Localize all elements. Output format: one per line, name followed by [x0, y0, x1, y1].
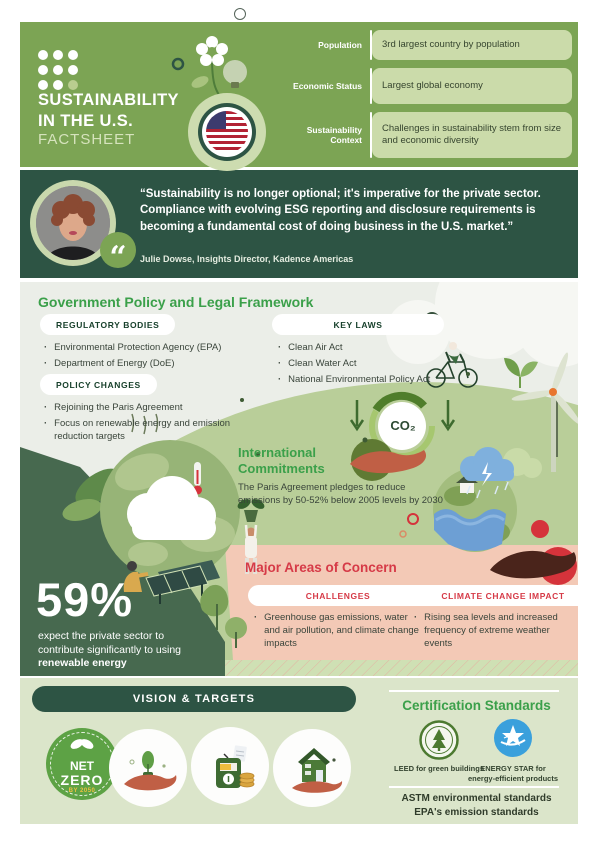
divider [389, 786, 559, 788]
standard-item: ASTM environmental standards [401, 793, 552, 804]
list-item: · National Environmental Policy Act [288, 373, 431, 385]
dashed-ring [50, 732, 114, 796]
us-flag-icon [206, 111, 248, 153]
title-line3: FACTSHEET [38, 131, 136, 149]
portrait-avatar [36, 186, 110, 260]
vision-targets-header: VISION & TARGETS [32, 686, 356, 712]
stat-text [38, 630, 210, 671]
main-section [20, 282, 578, 676]
net-zero-middle: ZERO [60, 771, 104, 788]
portrait-photo [36, 186, 110, 260]
list-item: · Clean Water Act [288, 357, 357, 369]
lightbulb-icon [223, 60, 247, 84]
certification-heading: Certification Standards [402, 698, 551, 713]
divider [389, 690, 559, 692]
key-laws-pill: KEY LAWS [272, 314, 444, 335]
net-zero-top: NET [70, 758, 94, 773]
policy-changes-list [44, 402, 249, 446]
title-line1: SUSTAINABILITY [38, 91, 179, 109]
header-facts [282, 30, 572, 166]
key-laws-list [278, 342, 508, 389]
vision-target-efficiency [190, 726, 270, 806]
circle-deco [234, 8, 246, 20]
fact-text: Challenges in sustainability stem from size and economic diversity [372, 112, 572, 158]
international-heading: International Commitments [238, 445, 325, 477]
fact-row [282, 68, 572, 104]
climate-impact-list [414, 612, 574, 653]
quote-attribution: Julie Dowse, Insights Director, Kadence Americas [140, 254, 354, 264]
policy-changes-pill: POLICY CHANGES [40, 374, 157, 395]
stat-text-plain: expect the private sector to contribute significantly to using [38, 630, 181, 656]
hatch-strip [225, 660, 578, 676]
page-title [38, 90, 179, 150]
circle-deco [173, 59, 183, 69]
quote-text: “Sustainability is no longer optional; it's imperative for the private sector. Compliance with evolving ESG reporting and disclosure requirements is becoming a fundamental cost of doing business in the U.S. market.” [140, 188, 541, 233]
us-flag-badge [188, 93, 266, 171]
vision-target-renewable [108, 728, 188, 808]
vision-target-infrastructure [272, 728, 352, 808]
policy-heading: Government Policy and Legal Framework [38, 294, 314, 310]
certification-section [375, 678, 578, 824]
co2-label: CO₂ [390, 418, 416, 433]
standards-text [375, 792, 578, 819]
list-item: · Greenhouse gas emissions, water and air pollution, and climate change impacts [264, 612, 419, 649]
badge-label: LEED for green buildings [393, 764, 484, 773]
title-line2: IN THE U.S. [38, 111, 134, 130]
header-banner [20, 22, 578, 167]
list-item: · Focus on renewable energy and emission reduction targets [54, 417, 231, 442]
quote-icon: “ [100, 232, 136, 268]
concern-heading: Major Areas of Concern [245, 560, 397, 575]
challenges-pill: CHALLENGES [248, 585, 428, 606]
challenges-list [254, 612, 422, 653]
fact-row [282, 30, 572, 60]
flower-lightbulb-illustration [160, 30, 270, 100]
dot-grid-icon [38, 50, 78, 90]
regulatory-bodies-pill: REGULATORY BODIES [40, 314, 175, 335]
leed-badge [419, 720, 459, 760]
stat-value: 59% [36, 573, 134, 626]
bottom-band [20, 678, 578, 824]
list-item: · Rising sea levels and increased frequency of extreme weather events [424, 612, 558, 649]
sprout-icon [504, 358, 538, 388]
international-text: The Paris Agreement pledges to reduce emissions by 50-52% below 2005 levels by 2030 [238, 482, 443, 506]
fact-text: Largest global economy [372, 68, 572, 104]
list-item: · Department of Energy (DoE) [54, 357, 175, 369]
climate-impact-pill: CLIMATE CHANGE IMPACT [408, 585, 578, 606]
badge-label: ENERGY STAR for energy-efficient products [467, 764, 558, 783]
quote-section [20, 170, 578, 278]
standard-item: EPA's emission standards [414, 806, 539, 818]
fact-text: 3rd largest country by population [372, 30, 572, 60]
net-zero-bottom: BY 2050 [68, 788, 96, 795]
energy-star-badge [493, 718, 533, 758]
stat-text-bold: renewable energy [38, 657, 127, 670]
fact-label: Economic Status [293, 80, 362, 91]
fact-row [282, 112, 572, 158]
list-item: · Rejoining the Paris Agreement [54, 402, 183, 413]
list-item: · Environmental Protection Agency (EPA) [54, 342, 222, 353]
list-item: · Clean Air Act [288, 342, 343, 353]
regulatory-bodies-list [44, 342, 276, 374]
fact-label: Population [318, 39, 362, 50]
fact-label: Sustainability Context [306, 124, 362, 145]
